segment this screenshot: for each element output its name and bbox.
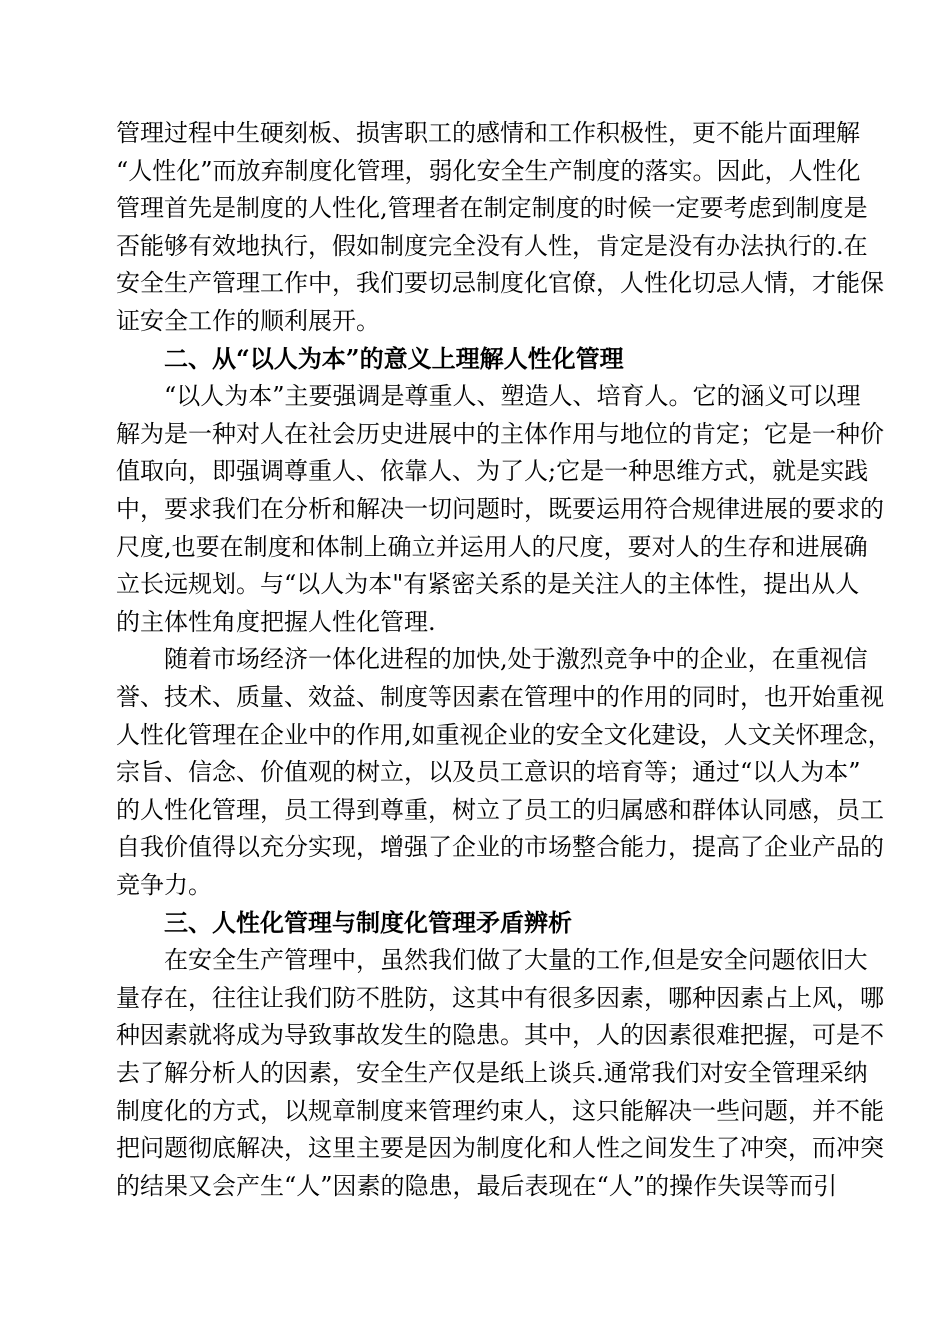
text-line: 制度化的方式，以规章制度来管理约束人，这只能解决一些问题，并不能 <box>116 1097 884 1125</box>
text-line: 尺度,也要在制度和体制上确立并运用人的尺度，要对人的生存和进展确 <box>116 533 868 561</box>
text-line: 去了解分析人的因素，安全生产仅是纸上谈兵.通常我们对安全管理采纳 <box>116 1059 868 1087</box>
paragraph-last-line: 竞争力。 <box>116 871 212 899</box>
text-line: 安全生产管理工作中，我们要切忌制度化官僚，人性化切忌人情，才能保 <box>116 269 884 297</box>
text-line: 人性化管理在企业中的作用,如重视企业的安全文化建设，人文关怀理念， <box>116 721 892 749</box>
text-line: 自我价值得以充分实现，增强了企业的市场整合能力，提高了企业产品的 <box>116 833 884 861</box>
text-line: 管理过程中生硬刻板、损害职工的感情和工作积极性，更不能片面理解 <box>116 119 860 147</box>
text-line: 量存在，往往让我们防不胜防，这其中有很多因素，哪种因素占上风，哪 <box>116 984 884 1012</box>
section-heading: 三、人性化管理与制度化管理矛盾辨析 <box>164 908 572 937</box>
text-line: 种因素就将成为导致事故发生的隐患。其中，人的因素很难把握，可是不 <box>116 1021 884 1049</box>
paragraph-last-line: 的主体性角度把握人性化管理. <box>116 608 436 636</box>
text-line: 解为是一种对人在社会历史进展中的主体作用与地位的肯定；它是一种价 <box>116 420 884 448</box>
paragraph-first-line: 在安全生产管理中，虽然我们做了大量的工作,但是安全问题依旧大 <box>164 946 868 974</box>
paragraph-last-line: 证安全工作的顺利展开。 <box>116 307 380 335</box>
text-line: 把问题彻底解决，这里主要是因为制度化和人性之间发生了冲突，而冲突 <box>116 1134 884 1162</box>
text-line: “人性化”而放弃制度化管理，弱化安全生产制度的落实。因此，人性化 <box>116 157 861 185</box>
text-line: 的人性化管理，员工得到尊重，树立了员工的归属感和群体认同感，员工 <box>116 796 884 824</box>
text-line: 誉、技术、质量、效益、制度等因素在管理中的作用的同时，也开始重视 <box>116 683 884 711</box>
text-line: 管理首先是制度的人性化,管理者在制定制度的时候一定要考虑到制度是 <box>116 194 868 222</box>
text-line: 值取向，即强调尊重人、依靠人、为了人;它是一种思维方式，就是实践 <box>116 457 869 485</box>
text-line: 立长远规划。与“以人为本"有紧密关系的是关注人的主体性，提出从人 <box>116 570 860 598</box>
paragraph-first-line: 随着市场经济一体化进程的加快,处于激烈竞争中的企业，在重视信 <box>164 645 868 673</box>
section-heading: 二、从“以人为本”的意义上理解人性化管理 <box>164 344 624 373</box>
text-line: 否能够有效地执行，假如制度完全没有人性，肯定是没有办法执行的.在 <box>116 232 868 260</box>
text-line: 宗旨、信念、价值观的树立，以及员工意识的培育等；通过“以人为本” <box>116 758 861 786</box>
paragraph-first-line: “以人为本”主要强调是尊重人、塑造人、培育人。它的涵义可以理 <box>164 382 861 410</box>
text-line: 的结果又会产生“人”因素的隐患，最后表现在“人”的操作失误等而引 <box>116 1172 838 1200</box>
text-line: 中，要求我们在分析和解决一切问题时，既要运用符合规律进展的要求的 <box>116 495 884 523</box>
